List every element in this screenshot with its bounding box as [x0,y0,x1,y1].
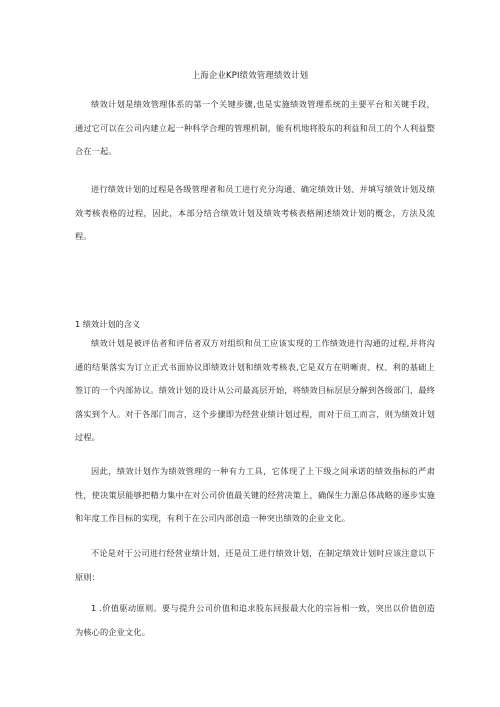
section-heading: 1 绩效计划的含义 [75,319,141,329]
paragraph-significance: 因此，绩效计划作为绩效管理的一种有力工具，它体现了上下级之间承诺的绩效指标的严肃性，使决策层能够把精力集中在对公司价值最关键的经营决策上，确保生力源总体战略的逐步实施和年度工作目标的实现，有利于在公司内部创造一种突出绩效的企业文化。 [75,466,435,523]
paragraph-process: 进行绩效计划的过程是各级管理者和员工进行充分沟通、确定绩效计划、并填写绩效计划及绩效考核表格的过程，因此，本部分结合绩效计划及绩效考核表格阐述绩效计划的概念，方法及流程。 [75,184,435,241]
paragraph-intro: 绩效计划是绩效管理体系的第一个关键步骤,也是实施绩效管理系统的主要平台和关键手段，通过它可以在公司内建立起一种科学合理的管理机制，能有机地将股东的利益和员工的个人利益整合在一起。 [75,99,435,156]
document-title: 上海企业KPI绩效管理绩效计划 [191,70,309,80]
paragraph-principles-intro: 不论是对于公司进行经营业绩计划，还是员工进行绩效计划，在制定绩效计划时应该注意以下原则： [75,548,435,582]
paragraph-principle-1: 1 .价值驱动原则。要与提升公司价值和追求股东回报最大化的宗旨相一致，突出以价值创造为核心的企业文化。 [75,603,435,637]
paragraph-definition: 绩效计划是被评估者和评估者双方对组织和员工应该实现的工作绩效进行沟通的过程,并将沟通的结果落实为订立正式书面协议即绩效计划和绩效考核表,它是双方在明晰责、权、利的基础上签订的一个内部协议。绩效计划的设计从公司最高层开始，将绩效目标层层分解到各级部门，最终落实到个人。对于各部门而言，这个步骤即为经营业绩计划过程，而对于员工而言，则为绩效计划过程。 [75,338,435,442]
